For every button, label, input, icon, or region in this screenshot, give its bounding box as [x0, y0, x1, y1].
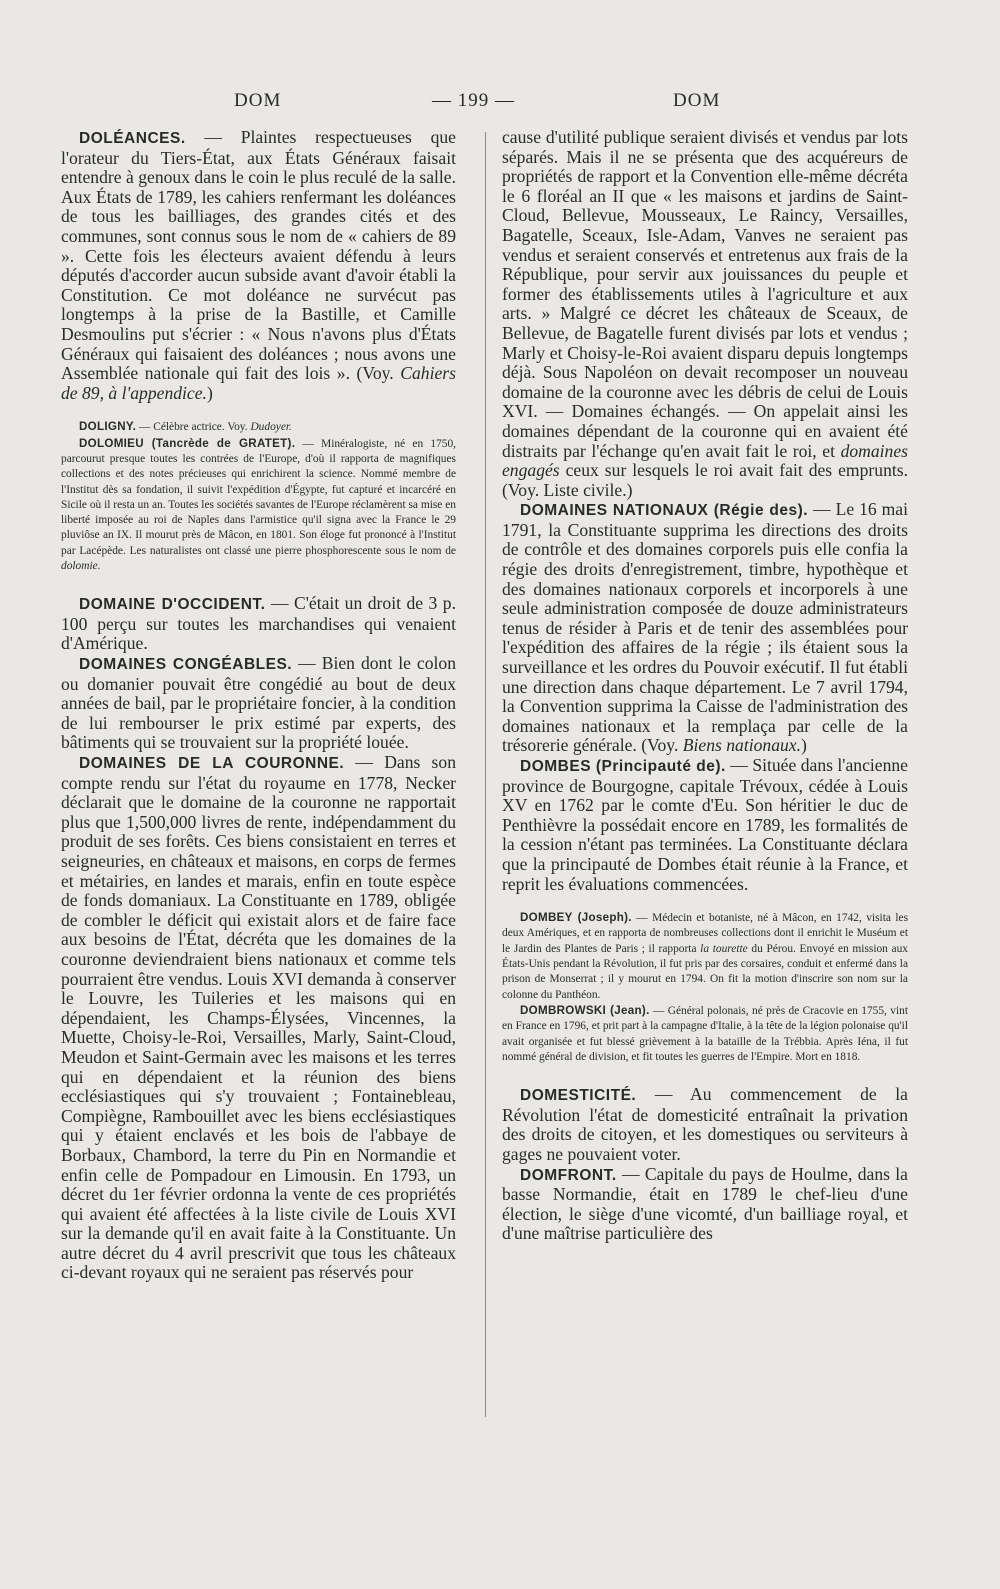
entry-domfront: [502, 1165, 908, 1244]
entry-domaines-nationaux: [502, 500, 908, 756]
spacer: [61, 574, 456, 594]
entry-tail: ): [801, 735, 807, 756]
entry-headword: DOMFRONT.: [520, 1166, 617, 1184]
entry-continuation: [502, 128, 908, 500]
page-number: — 199 —: [432, 90, 515, 111]
running-head-left: DOM: [234, 90, 282, 111]
spacer: [502, 894, 908, 904]
entry-domaine-d-occident: [61, 594, 456, 654]
entry-domaines-de-la-couronne: [61, 753, 456, 1283]
entry-text: — Au commencement de la Révolution l'état de domesticité entraînait la privation des droits de citoyen, et les domestiques ou serviteurs à gages ne pouvaient voter.: [502, 1084, 908, 1164]
entry-reference: Biens nationaux.: [682, 735, 802, 756]
entry-reference: dolomie.: [61, 559, 101, 572]
entry-headword: DOLÉANCES.: [79, 130, 186, 147]
entry-text: — Médecin et botaniste, né à Mâcon, en 1742, visita les deux Amériques, et en rapporta de nombreuses collections dont il enrichit le Muséum et le Jardin des Plantes de Paris ; il rapporta: [502, 912, 908, 955]
entry-dolomieu: [61, 436, 456, 575]
entry-text: — Capitale du pays de Houlme, dans la basse Normandie, était en 1789 le chef-lieu d'une élection, le siège d'une vicomté, d'un bailliage royal, et d'une maîtrise particulière des: [502, 1163, 908, 1244]
column-divider: [485, 132, 486, 1417]
entry-text: — Située dans l'ancienne province de Bourgogne, capitale Trévoux, cédée à Louis XV en 1762 par le comte d'Eu. Son héritier le duc de Penthièvre la possédait encore en 1789, les formalités de la cession n'étant pas terminées. La Constituante déclara que la principauté de Dombes était réunie à la France, et reprit les évaluations commencées.: [502, 755, 908, 894]
entry-text: — Général polonais, né près de Cracovie en 1755, vint en France en 1796, et prit part à la campagne d'Italie, à la tête de la légion polonaise qu'il avait organisée et fut blessé grièvement à la bataille de la Trébbia. Après Iéna, il fut nommé général de division, et fit toutes les guerres de l'Empire. Mort en 1818.: [502, 1004, 908, 1063]
entry-headword: DOLIGNY.: [79, 420, 137, 434]
entry-headword: DOMAINES NATIONAUX (Régie des).: [520, 502, 809, 520]
entry-headword: DOMBROWSKI (Jean).: [520, 1003, 650, 1017]
entry-italic: domaines engagés: [502, 440, 908, 481]
entry-headword: DOLOMIEU (Tancrède de GRATET).: [79, 436, 296, 450]
entry-doleances: [61, 128, 456, 403]
entry-headword: DOMAINE D'OCCIDENT.: [79, 596, 266, 614]
entry-text: — Bien dont le colon ou domanier pouvait être congédié au bout de deux années de bail, par le propriétaire foncier, à la condition de lui rembourser le prix estimé par experts, des bâtiments qui se trouvaient sur la propriété louée.: [61, 653, 456, 753]
entry-text: — Dans son compte rendu sur l'état du royaume en 1778, Necker déclarait que le domaine de la couronne ne rapportait plus que 1,500,000 livres de rente, indépendamment du produit de ses forêts. Ces biens consistaient en terres et seigneuries, en châteaux et maisons, en corps de fermes et métairies, en landes et marais, enfin en toute espèce de fonds domaniaux. La Constituante en 1789, obligée de combler le déficit qui existait alors et de faire face aux besoins de l'État, décréta que les domaines de la couronne deviendraient biens nationaux et comme tels pourraient être vendus. Louis XVI demanda à conserver le Louvre, les Tuileries et les maisons qui en dépendaient, les Champs-Élysées, Vincennes, la Muette, Choisy-le-Roi, Versailles, Marly, Saint-Cloud, Meudon et Saint-Germain avec les maisons et les terres qui en dépendaient et la réunion des biens ecclésiastiques qui s'y trouvaient ; Fontainebleau, Compiègne, Rambouillet avec les biens ecclésiastiques qui y étaient enclavés et les bois de l'abbaye de Borbaux, Chambord, la terre du Pin en Normandie et enfin celle de Pompadour en Limousin. En 1793, un décret du 1er février ordonna la vente de ces propriétés qui avaient été affectées à la liste civile de Louis XVI sur la demande qu'il en avait faite à la Constituante. Un autre décret du 4 avril prescrivit que tous les châteaux ci-devant royaux qui ne seraient pas réservés pour: [61, 752, 456, 1283]
spacer: [502, 1065, 908, 1085]
entry-tail: du Pérou. Envoyé en mission aux États-Unis pendant la Révolution, il fut pris par des corsaires, conduit et enfermé dans la prison de Monserrat ; il y mourut en 1794. On fit la motion d'inscrire son nom sur la colonne du Panthéon.: [502, 942, 909, 1001]
left-column: [61, 128, 456, 1283]
entry-headword: DOMBES (Principauté de).: [520, 758, 726, 775]
entry-dombrowski: [502, 1003, 908, 1065]
entry-headword: DOMBEY (Joseph).: [520, 911, 632, 925]
entry-tail: ceux sur lesquels le roi avait fait des emprunts. (Voy. Liste civile.): [502, 460, 908, 500]
running-head-right: DOM: [673, 90, 721, 111]
entry-text: — Célèbre actrice. Voy.: [136, 421, 251, 434]
entry-dombey: [502, 910, 908, 1003]
entry-text: — Le 16 mai 1791, la Constituante supprima les directions des droits de contrôle et des domaines corporels puis elle confia la régie des droits d'enregistrement, timbre, hypothèque et des domaines nationaux corporels et incorporels à une seule administration composée de douze administrateurs tenus de résider à Paris et de tenir des assemblées pour l'expédition des affaires de la régie ; ils étaient sous la surveillance et les ordres du Pouvoir exécutif. Il fut établi une direction dans chaque département. Le 7 avril 1794, la Convention supprima la Caisse de l'administration des domaines nationaux et la remplaça par celle de la trésorerie générale. (Voy.: [502, 499, 908, 756]
entry-headword: DOMESTICITÉ.: [520, 1087, 637, 1105]
entry-domaines-congeables: [61, 654, 456, 753]
entry-text: — Minéralogiste, né en 1750, parcourut presque toutes les contrées de l'Europe, d'où il rapporta de magnifiques collections et des notes précieuses qui enrichirent la science. Nommé membre de l'Institut dès sa fondation, il suivit l'expédition d'Égypte, fut capturé et incarcéré en Sicile où il resta un an. Toutes les sociétés savantes de l'Europe réclamèrent sa mise en liberté imposée au roi de Naples dans l'armistice qu'il signa avec la France le 29 pluviôse an IX. Il mourut près de Mâcon, en 1801. Son éloge fut prononcé à l'Institut par Lacépède. Les naturalistes ont classé une pierre phosphorescente sous le nom de: [61, 437, 456, 557]
entry-doligny: [61, 419, 456, 435]
entry-italic: la tourette: [700, 942, 748, 955]
entry-domesticite: [502, 1085, 908, 1164]
entry-text: — C'était un droit de 3 p. 100 perçu sur toutes les marchandises qui venaient d'Amérique.: [61, 593, 456, 654]
entry-reference: Cahiers de 89, à l'appendice.: [61, 363, 456, 403]
entry-text: — Plaintes respectueuses que l'orateur du Tiers-État, aux États Généraux faisait entendre à genoux dans le coin le plus reculé de la salle. Aux États de 1789, les cahiers renfermant les doléances de tous les bailliages, des grandes cités et des communes, sont connus sous le nom de « cahiers de 89 ». Cette fois les électeurs avaient défendu à leurs députés d'accorder aucun subside avant d'avoir établi la Constitution. Ce mot doléance ne survécut pas longtemps à la prise de la Bastille, et Camille Desmoulins put s'écrier : « Nous n'avons plus d'États Généraux qui faisaient des doléances ; nous avons une Assemblée nationale qui fait des lois ». (Voy.: [61, 127, 456, 384]
entry-tail: ): [206, 382, 213, 403]
spacer: [61, 403, 456, 413]
entry-dombes: [502, 756, 908, 894]
entry-headword: DOMAINES CONGÉABLES.: [79, 656, 293, 674]
entry-text: cause d'utilité publique seraient divisés et vendus par lots séparés. Mais il ne se présenta que des acquéreurs de propriétés de rapport et la Convention elle-même décréta le 6 floréal an II que « les maisons et jardins de Saint-Cloud, Bellevue, Mousseaux, Le Raincy, Versailles, Bagatelle, Sceaux, Isle-Adam, Vanves ne seraient pas vendus et seraient conservés et entretenus aux frais de la République, pour servir aux jouissances du peuple et former des établissements utiles à l'agriculture et aux arts. » Malgré ce décret les châteaux de Sceaux, de Bellevue, de Bagatelle furent divisés par lots et vendus ; Marly et Choisy-le-Roi avaient disparu depuis longtemps déjà. Sous Napoléon on devait recomposer un nouveau domaine de la couronne avec les débris de celui de Louis XVI. — Domaines échangés. — On appelait ainsi les domaines dépendant de la couronne qui en avaient été distraits par l'échange qu'en avait fait le roi, et: [502, 127, 908, 461]
running-head: [60, 90, 940, 120]
entry-headword: DOMAINES DE LA COURONNE.: [79, 755, 345, 773]
entry-reference: Dudoyer.: [250, 421, 292, 434]
right-column: [502, 128, 908, 1244]
